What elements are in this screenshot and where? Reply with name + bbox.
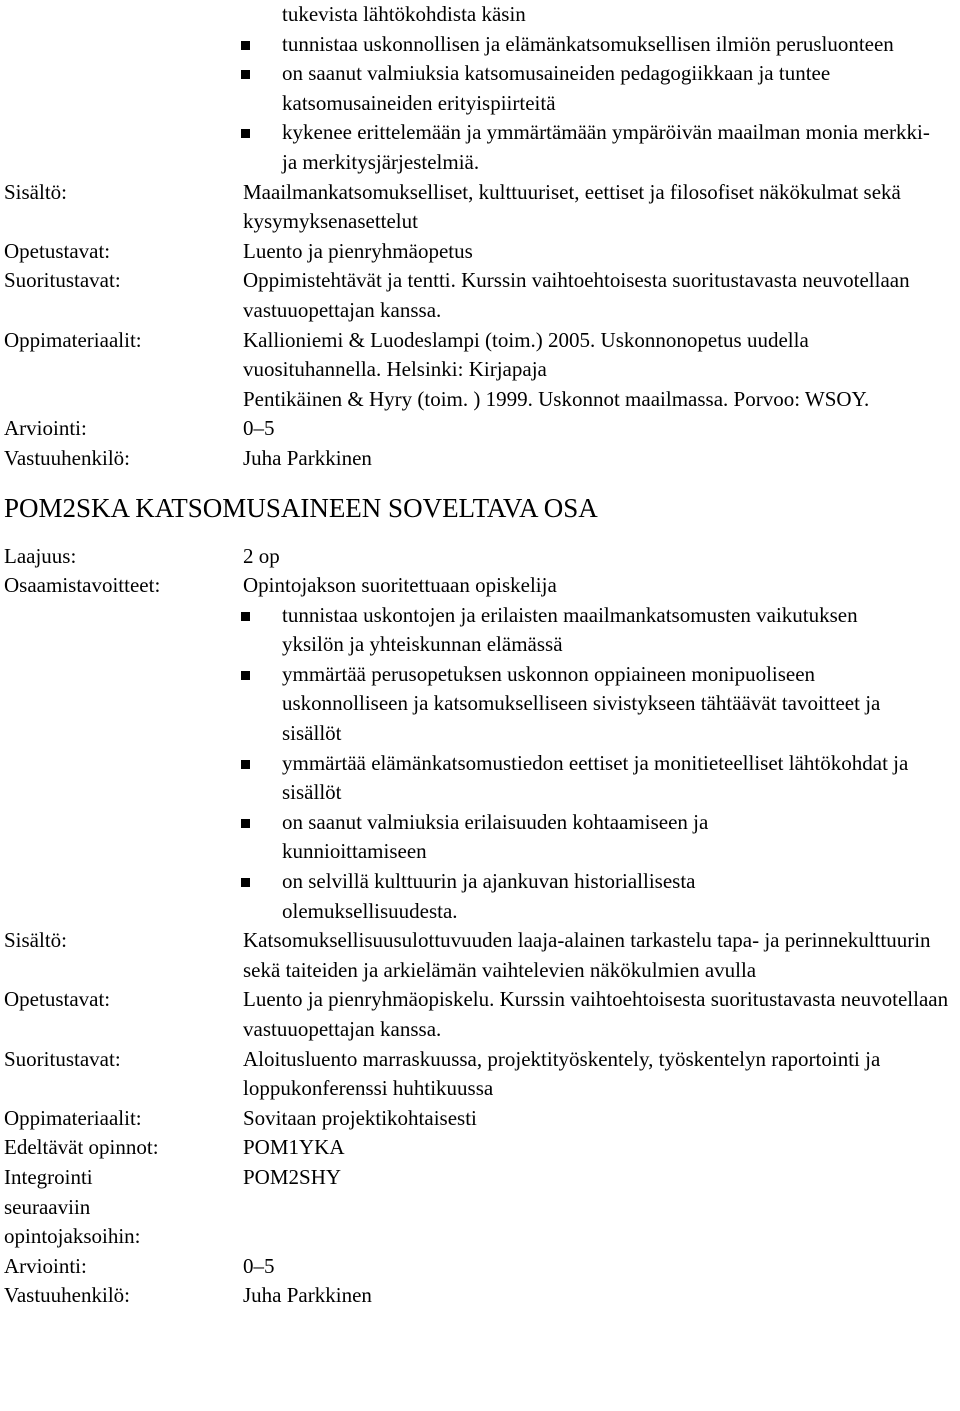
opetustavat-label: Opetustavat: bbox=[4, 987, 111, 1012]
edeltavat-row bbox=[0, 1133, 960, 1163]
objective-bullet: ymmärtää perusopetuksen uskonnon oppiaineen monipuoliseen uskonnolliseen ja katsomukselliseen sivistykseen tähtäävät tavoitteet ja sisällöt bbox=[0, 660, 960, 749]
vastuuhenkilo-row bbox=[0, 1281, 960, 1311]
objective-bullet: on selvillä kulttuurin ja ajankuvan historiallisesta olemuksellisuudesta. bbox=[0, 867, 960, 926]
oppimateriaalit-label: Oppimateriaalit: bbox=[4, 327, 142, 352]
suoritustavat-row bbox=[0, 266, 960, 325]
sisalto-row bbox=[0, 178, 960, 237]
vastuuhenkilo-label: Vastuuhenkilö: bbox=[4, 1283, 130, 1308]
oppimateriaalit-row bbox=[0, 1104, 960, 1134]
suoritustavat-label: Suoritustavat: bbox=[4, 1046, 121, 1071]
laajuus-label: Laajuus: bbox=[4, 543, 77, 568]
objective-bullet: on saanut valmiuksia erilaisuuden kohtaamiseen ja kunnioittamiseen bbox=[0, 808, 960, 867]
edeltavat-value: POM1YKA bbox=[243, 1135, 345, 1160]
osaamistavoitteet-row bbox=[0, 571, 960, 601]
vastuuhenkilo-label: Vastuuhenkilö: bbox=[4, 445, 130, 470]
integrointi-value: POM2SHY bbox=[243, 1164, 342, 1189]
objective-bullet: tunnistaa uskontojen ja erilaisten maailmankatsomusten vaikutuksen yksilön ja yhteiskunnan elämässä bbox=[0, 601, 960, 660]
opetustavat-label: Opetustavat: bbox=[4, 238, 111, 263]
sisalto-row bbox=[0, 926, 960, 985]
laajuus-row bbox=[0, 542, 960, 572]
objective-continuation: tukevista lähtökohdista käsin bbox=[282, 2, 526, 26]
suoritustavat-value: Aloitusluento marraskuussa, projektityöskentely, työskentelyn raportointi ja loppukonferenssi huhtikuussa bbox=[243, 1046, 881, 1101]
opetustavat-row bbox=[0, 985, 960, 1044]
vastuuhenkilo-value: Juha Parkkinen bbox=[243, 1283, 372, 1308]
oppimateriaalit-row bbox=[0, 326, 960, 415]
osaamistavoitteet-label: Osaamistavoitteet: bbox=[4, 573, 161, 598]
suoritustavat-value: Oppimistehtävät ja tentti. Kurssin vaihtoehtoisesta suoritustavasta neuvotellaan vastuuopettajan kanssa. bbox=[243, 268, 910, 322]
arviointi-row bbox=[0, 414, 960, 444]
sisalto-label: Sisältö: bbox=[4, 179, 68, 204]
integrointi-label-line: opintojaksoihin: bbox=[4, 1224, 141, 1249]
integrointi-label bbox=[4, 1163, 141, 1252]
oppimateriaalit-value: Kallioniemi & Luodeslampi (toim.) 2005. Uskonnonopetus uudella vuosituhannella. Helsinki: Kirjapaja bbox=[243, 327, 809, 382]
objective-bullet: kykenee erittelemään ja ymmärtämään ympäröivän maailman monia merkki- ja merkitysjärjestelmiä. bbox=[0, 118, 960, 177]
integrointi-label-line: seuraaviin bbox=[4, 1194, 91, 1219]
arviointi-value: 0–5 bbox=[243, 416, 275, 441]
oppimateriaalit-value: Pentikäinen & Hyry (toim. ) 1999. Uskonnot maailmassa. Porvoo: WSOY. bbox=[243, 386, 870, 411]
laajuus-value: 2 op bbox=[243, 543, 280, 568]
oppimateriaalit-value: Sovitaan projektikohtaisesti bbox=[243, 1105, 477, 1130]
section-heading: POM2SKA KATSOMUSAINEEN SOVELTAVA OSA bbox=[4, 492, 598, 523]
suoritustavat-row bbox=[0, 1045, 960, 1104]
osaamistavoitteet-intro: Opintojakson suoritettuaan opiskelija bbox=[243, 573, 557, 598]
opetustavat-value: Luento ja pienryhmäopiskelu. Kurssin vaihtoehtoisesta suoritustavasta neuvotellaan vastuuopettajan kanssa. bbox=[243, 987, 949, 1041]
suoritustavat-label: Suoritustavat: bbox=[4, 268, 121, 293]
integrointi-row bbox=[0, 1163, 960, 1252]
oppimateriaalit-label: Oppimateriaalit: bbox=[4, 1105, 142, 1130]
sisalto-label: Sisältö: bbox=[4, 928, 68, 953]
arviointi-label: Arviointi: bbox=[4, 416, 87, 441]
sisalto-value: Katsomuksellisuusulottuvuuden laaja-alainen tarkastelu tapa- ja perinnekulttuurin sekä taiteiden ja arkielämän vaihtelevien näkökulmien avulla bbox=[243, 928, 931, 982]
vastuuhenkilo-value: Juha Parkkinen bbox=[243, 445, 372, 470]
sisalto-value: Maailmankatsomukselliset, kulttuuriset, eettiset ja filosofiset näkökulmat sekä kysymyksenasettelut bbox=[243, 179, 901, 234]
integrointi-label-line: Integrointi bbox=[4, 1164, 93, 1189]
opetustavat-value: Luento ja pienryhmäopetus bbox=[243, 238, 473, 263]
arviointi-label: Arviointi: bbox=[4, 1253, 87, 1278]
edeltavat-label: Edeltävät opinnot: bbox=[4, 1135, 159, 1160]
vastuuhenkilo-row bbox=[0, 444, 960, 474]
arviointi-value: 0–5 bbox=[243, 1253, 275, 1278]
opetustavat-row bbox=[0, 237, 960, 267]
objective-bullet: tunnistaa uskonnollisen ja elämänkatsomuksellisen ilmiön perusluonteen bbox=[0, 30, 960, 60]
objective-bullet: ymmärtää elämänkatsomustiedon eettiset ja monitieteelliset lähtökohdat ja sisällöt bbox=[0, 749, 960, 808]
arviointi-row bbox=[0, 1252, 960, 1282]
objective-bullet: on saanut valmiuksia katsomusaineiden pedagogiikkaan ja tuntee katsomusaineiden erityispiirteitä bbox=[0, 59, 960, 118]
